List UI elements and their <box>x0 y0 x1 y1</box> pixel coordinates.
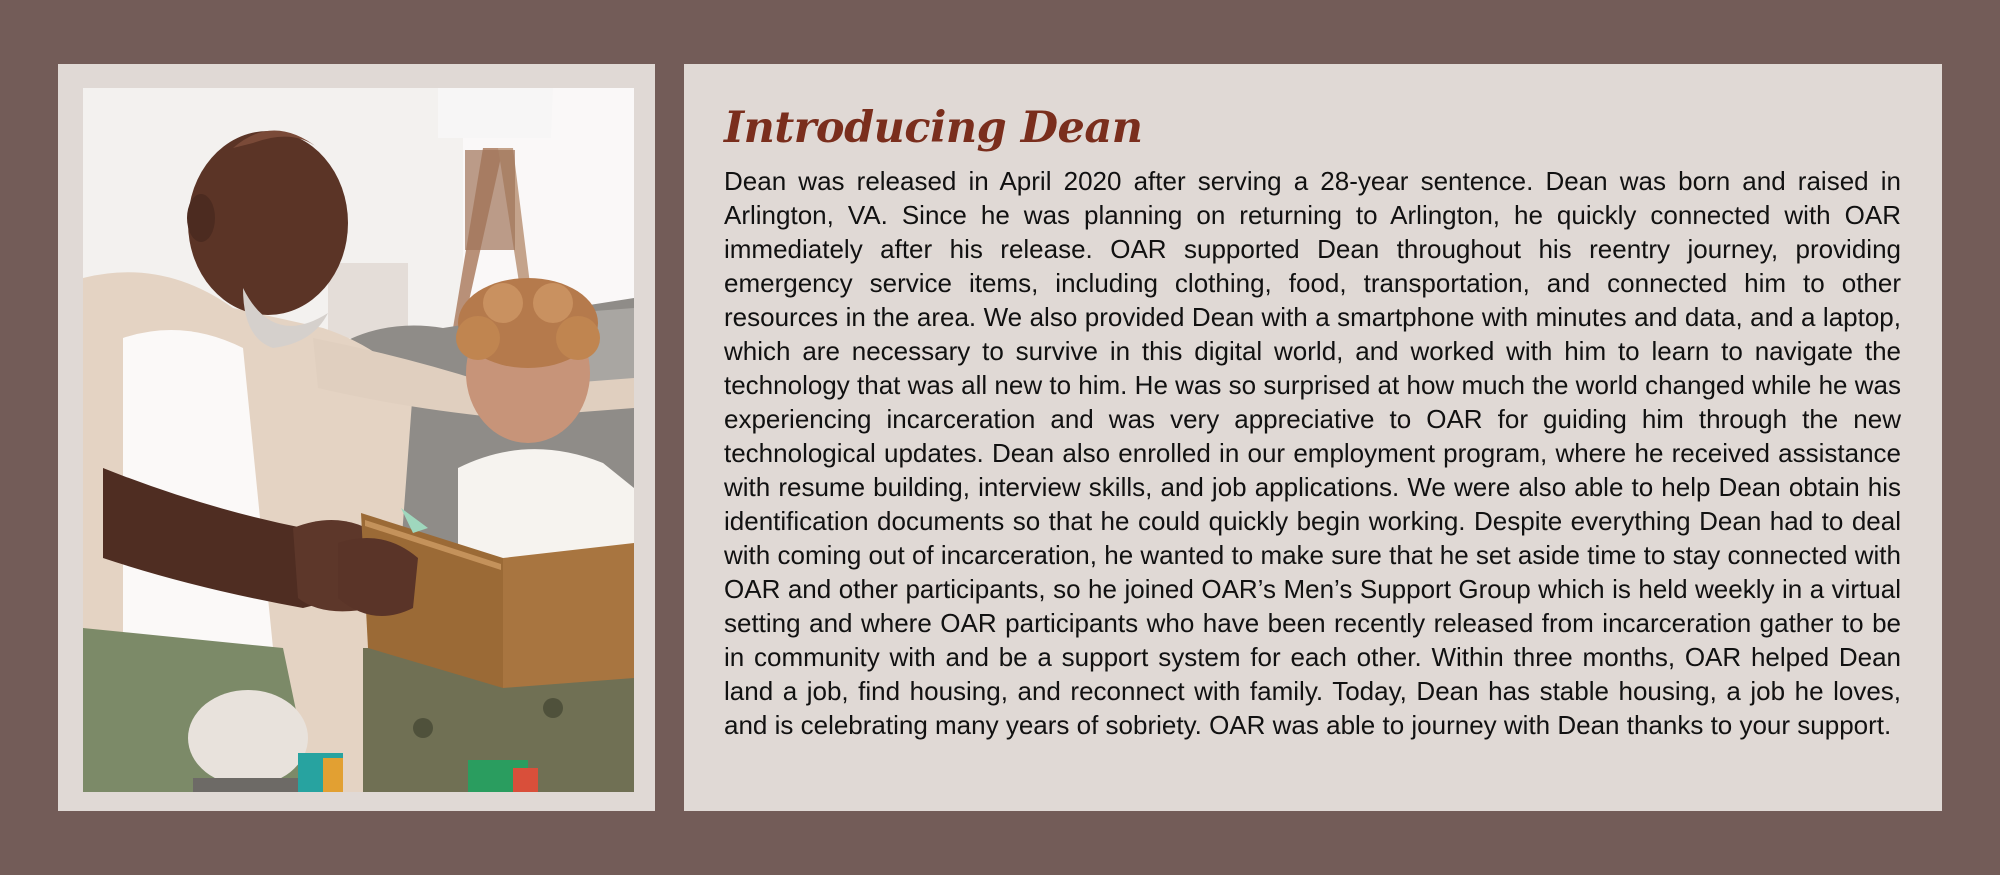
photo-grandfather-reading-to-child <box>83 88 634 792</box>
photo-card <box>58 64 655 811</box>
photo-illustration <box>83 88 634 792</box>
story-card <box>684 64 1942 811</box>
story-title: Introducing Dean <box>724 103 1143 153</box>
story-body: Dean was released in April 2020 after serving a 28-year sentence. Dean was born and raised in Arlington, VA. Since he was planning on returning to Arlington, he quickly connected with OAR immediately after his release. OAR supported Dean throughout his reentry journey, providing emergency service items, including clothing, food, transportation, and connected him to other resources in the area. We also provided Dean with a smartphone with minutes and data, and a laptop, which are necessary to survive in this digital world, and worked with him to learn to navigate the technology that was all new to him. He was so surprised at how much the world changed while he was experiencing incarceration and was very appreciative to OAR for guiding him through the new technological updates. Dean also enrolled in our employment program, where he received assistance with resume building, interview skills, and job applications. We were also able to help Dean obtain his identification documents so that he could quickly begin working. Despite everything Dean had to deal with coming out of incarceration, he wanted to make sure that he set aside time to stay connected with OAR and other participants, so he joined OAR’s Men’s Support Group which is held weekly in a virtual setting and where OAR participants who have been recently released from incarceration gather to be in community with and be a support system for each other. Within three months, OAR helped Dean land a job, find housing, and reconnect with family. Today, Dean has stable housing, a job he loves, and is celebrating many years of sobriety. OAR was able to journey with Dean thanks to your support. <box>724 166 1901 740</box>
